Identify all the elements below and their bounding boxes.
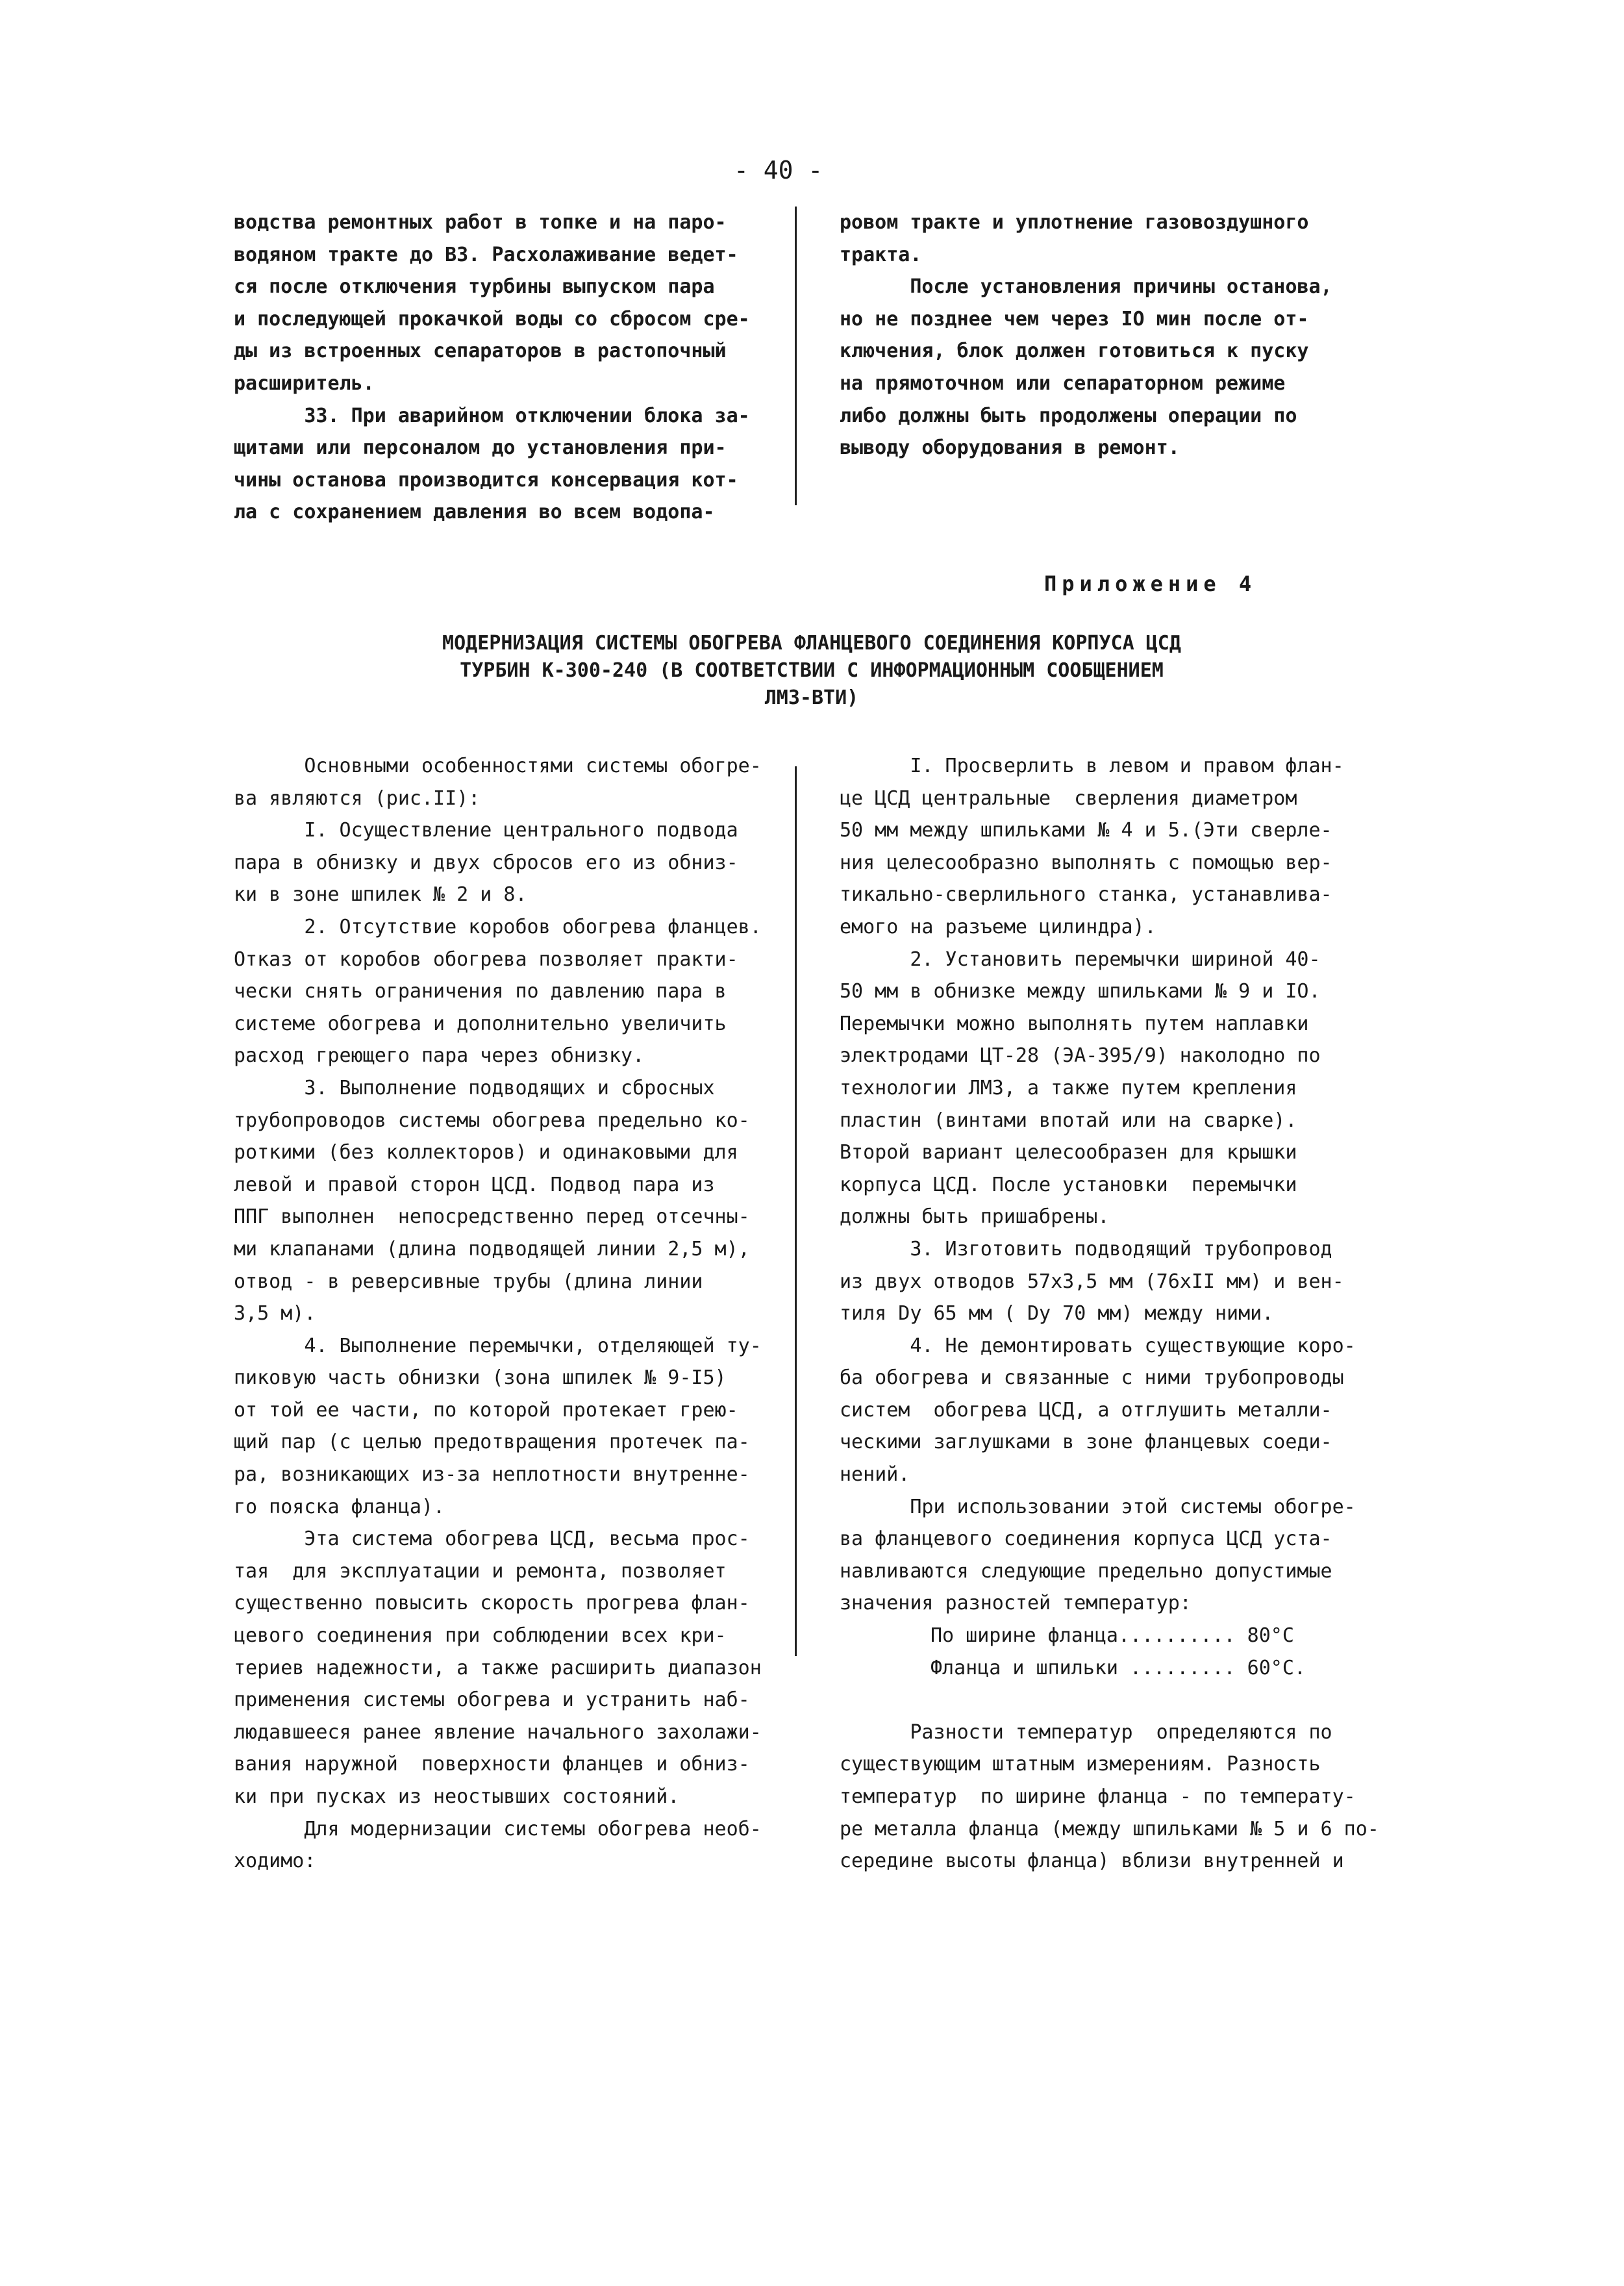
text-line: ра, возникающих из-за неплотности внутренне- (234, 1463, 750, 1487)
text-line: 4. Не демонтировать существующие коро- (840, 1334, 1356, 1357)
text-line: ческими заглушками в зоне фланцевых соеди- (840, 1431, 1332, 1454)
top-left-column (234, 207, 750, 529)
text-line: значения разностей температур: (840, 1592, 1192, 1615)
text-line: ся после отключения турбины выпуском пара (234, 275, 715, 299)
text-line: емого на разъеме цилиндра). (840, 915, 1156, 938)
text-line: це ЦСД центральные сверления диаметром (840, 786, 1297, 810)
text-line: системе обогрева и дополнительно увеличить (234, 1012, 727, 1035)
text-line: 33. При аварийном отключении блока за- (234, 404, 750, 427)
text-line: I. Просверлить в левом и правом флан- (840, 755, 1344, 777)
text-line: ми клапанами (длина подводящей линии 2,5 м), (234, 1237, 750, 1261)
text-line: расширитель. (234, 371, 375, 395)
text-line: териев надежности, а также расширить диапазон (234, 1656, 762, 1679)
text-line: середине высоты фланца) вблизи внутренней и (840, 1850, 1344, 1873)
text-line: роткими (без коллекторов) и одинаковыми для (234, 1141, 738, 1164)
text-line: ва фланцевого соединения корпуса ЦСД уста- (840, 1527, 1332, 1551)
text-line: ровом тракте и уплотнение газовоздушного (840, 211, 1309, 234)
text-line: отвод - в реверсивные трубы (длина линии (234, 1270, 703, 1293)
title-line: МОДЕРНИЗАЦИЯ СИСТЕМЫ ОБОГРЕВА ФЛАНЦЕВОГО СОЕДИНЕНИЯ КОРПУСА ЦСД (442, 632, 1181, 655)
text-line: ды из встроенных сепараторов в растопочный (234, 340, 727, 363)
text-line: нений. (840, 1463, 910, 1487)
text-line: 3. Изготовить подводящий трубопровод (840, 1237, 1332, 1261)
text-line: ва являются (рис.II): (234, 786, 481, 810)
text-line: от той ее части, по которой протекает грею- (234, 1398, 738, 1422)
text-line: 3. Выполнение подводящих и сбросных (234, 1076, 715, 1099)
text-line: ба обогрева и связанные с ними трубопроводы (840, 1366, 1344, 1390)
text-line: и последующей прокачкой воды со сбросом сре- (234, 307, 750, 331)
text-line: трубопроводов системы обогрева предельно ко- (234, 1109, 750, 1132)
text-line: ния целесообразно выполнять с помощью вер- (840, 851, 1332, 874)
text-line: При использовании этой системы обогре- (840, 1495, 1356, 1518)
text-line: тикально-сверлильного станка, устанавлива- (840, 883, 1332, 907)
text-line: тиля Dу 65 мм ( Dу 70 мм) между ними. (840, 1302, 1274, 1325)
text-line: выводу оборудования в ремонт. (840, 436, 1180, 460)
text-line: 50 мм в обнизке между шпильками № 9 и IO. (840, 980, 1321, 1003)
text-line: Основными особенностями системы обогре- (234, 755, 762, 777)
text-line: навливаются следующие предельно допустимые (840, 1559, 1332, 1583)
text-line: тая для эксплуатации и ремонта, позволяет (234, 1559, 727, 1583)
text-line: чины останова производится консервация кот- (234, 468, 738, 492)
text-line: корпуса ЦСД. После установки перемычки (840, 1173, 1297, 1196)
text-line: водства ремонтных работ в топке и на паро- (234, 211, 727, 234)
text-line: Для модернизации системы обогрева необ- (234, 1817, 762, 1840)
text-line: водяном тракте до ВЗ. Расхолаживание ведет- (234, 243, 738, 266)
text-line: существующим штатным измерениям. Разность (840, 1753, 1321, 1776)
text-line: щий пар (с целью предотвращения протечек па- (234, 1431, 750, 1454)
top-right-column (840, 207, 1332, 464)
text-line: пара в обнизку и двух сбросов его из обниз- (234, 851, 738, 874)
text-line: По ширине фланца.......... 80°С (931, 1624, 1294, 1648)
text-line: После установления причины останова, (840, 275, 1332, 299)
text-line: электродами ЦТ-28 (ЭА-395/9) наколодно по (840, 1044, 1321, 1068)
text-line: щитами или персоналом до установления при- (234, 436, 727, 460)
text-line (840, 1684, 1379, 1716)
text-line: 50 мм между шпильками № 4 и 5.(Эти сверле- (840, 819, 1332, 842)
column-divider-bottom (795, 766, 797, 1656)
text-line: ки в зоне шпилек № 2 и 8. (234, 883, 527, 907)
bottom-left-column (234, 750, 762, 1878)
column-divider-top (795, 207, 797, 505)
appendix-label: Приложение 4 (1044, 572, 1257, 596)
text-line: из двух отводов 57x3,5 мм (76xII мм) и вен- (840, 1270, 1344, 1293)
text-line: I. Осуществление центрального подвода (234, 819, 738, 842)
text-line: 3,5 м). (234, 1302, 316, 1325)
title-line: ЛМЗ-ВТИ) (764, 686, 859, 709)
text-line: должны быть пришабрены. (840, 1205, 1110, 1229)
text-line: систем обогрева ЦСД, а отглушить металли- (840, 1398, 1332, 1422)
text-line: существенно повысить скорость прогрева флан- (234, 1592, 750, 1615)
text-line: Перемычки можно выполнять путем наплавки (840, 1012, 1309, 1035)
text-line: Отказ от коробов обогрева позволяет практи- (234, 948, 738, 971)
text-line: ки при пусках из неостывших состояний. (234, 1785, 680, 1808)
text-line: Эта система обогрева ЦСД, весьма прос- (234, 1527, 750, 1551)
text-line: ходимо: (234, 1850, 316, 1873)
text-line: вания наружной поверхности фланцев и обниз- (234, 1753, 750, 1776)
text-line: ре металла фланца (между шпильками № 5 и 6 по- (840, 1817, 1379, 1840)
text-line: но не позднее чем через IO мин после от- (840, 307, 1309, 331)
text-line: 2. Отсутствие коробов обогрева фланцев. (234, 915, 762, 938)
text-line: ла с сохранением давления во всем водопа- (234, 501, 715, 524)
text-line: ППГ выполнен непосредственно перед отсечны- (234, 1205, 750, 1229)
text-line: ключения, блок должен готовиться к пуску (840, 340, 1309, 363)
page-number: - 40 - (734, 156, 823, 184)
text-line: чески снять ограничения по давлению пара в (234, 980, 727, 1003)
text-line: температур по ширине фланца - по температу- (840, 1785, 1356, 1808)
text-line: 2. Установить перемычки шириной 40- (840, 948, 1321, 971)
text-line: Разности температур определяются по (840, 1720, 1332, 1744)
section-title (390, 630, 1234, 712)
text-line: 4. Выполнение перемычки, отделяющей ту- (234, 1334, 762, 1357)
text-line: либо должны быть продолжены операции по (840, 404, 1297, 427)
bottom-right-column (840, 750, 1379, 1878)
text-line: применения системы обогрева и устранить наб- (234, 1689, 750, 1712)
text-line: го пояска фланца). (234, 1495, 445, 1518)
text-line: людавшееся ранее явление начального захолажи- (234, 1720, 762, 1744)
text-line: Фланца и шпильки ......... 60°С. (931, 1656, 1306, 1679)
text-line: технологии ЛМЗ, а также путем крепления (840, 1076, 1297, 1099)
text-line: Второй вариант целесообразен для крышки (840, 1141, 1297, 1164)
text-line: расход греющего пара через обнизку. (234, 1044, 645, 1068)
text-line: пластин (винтами впотай или на сварке). (840, 1109, 1297, 1132)
text-line: левой и правой сторон ЦСД. Подвод пара из (234, 1173, 715, 1196)
title-line: ТУРБИН К-300-240 (В СООТВЕТСТВИИ С ИНФОРМАЦИОННЫМ СООБЩЕНИЕМ (460, 659, 1164, 682)
text-line: тракта. (840, 243, 922, 266)
text-line: цевого соединения при соблюдении всех кри- (234, 1624, 727, 1648)
text-line: на прямоточном или сепараторном режиме (840, 371, 1286, 395)
text-line: пиковую часть обнизки (зона шпилек № 9-I5) (234, 1366, 727, 1390)
